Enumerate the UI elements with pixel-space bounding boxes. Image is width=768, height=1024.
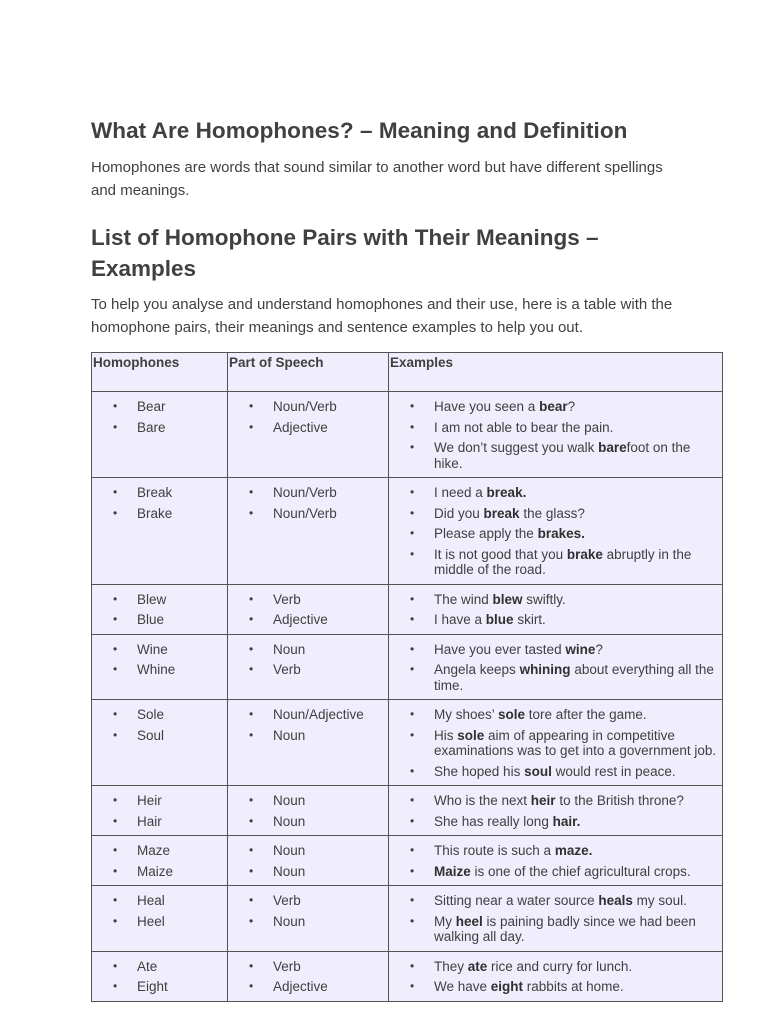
example-text: We have [434, 979, 491, 994]
homophones-cell [92, 786, 228, 836]
header-homophones: Homophones [92, 353, 228, 392]
example-item [434, 893, 718, 909]
example-text: Sitting near a water source [434, 893, 599, 908]
example-text: My [434, 913, 456, 929]
example-item [434, 612, 718, 628]
example-text: about everything all the time. [434, 662, 714, 693]
example-item [434, 914, 718, 945]
example-text: would rest in peace. [551, 763, 676, 779]
examples-cell [389, 634, 723, 700]
example-text: I need a [434, 485, 487, 500]
word-item: • Eight [137, 979, 223, 995]
pos-list [228, 952, 388, 1001]
pos-item: • Noun/Adjective [273, 707, 384, 723]
example-text: the glass? [519, 505, 585, 521]
highlighted-word: maze. [554, 843, 593, 858]
homophones-table [91, 352, 723, 1002]
example-item [434, 399, 718, 415]
pos-item: • Noun [273, 728, 384, 744]
table-row [92, 392, 723, 478]
intro-paragraph: Homophones are words that sound similar to another word but have different spellings and meanings. [91, 159, 663, 199]
example-text: Angela keeps [434, 662, 520, 677]
highlighted-word: soul [524, 763, 552, 779]
word-list [92, 635, 227, 684]
header-part-of-speech: Part of Speech [228, 353, 389, 392]
example-list [389, 478, 722, 584]
pos-item: • Verb [273, 592, 384, 608]
example-item [434, 728, 718, 759]
example-text: ? [567, 399, 576, 414]
word-item: • Heel [137, 914, 223, 930]
word-list [92, 886, 227, 935]
pos-list [228, 786, 388, 835]
word-list [92, 478, 227, 527]
example-text: She hoped his [434, 763, 525, 779]
example-text: rice and curry for lunch. [487, 958, 633, 974]
example-item [434, 420, 718, 436]
pos-item: • Noun/Verb [273, 399, 384, 415]
word-item: • Brake [137, 506, 223, 522]
examples-cell [389, 700, 723, 786]
page-title: What Are Homophones? – Meaning and Definition [91, 118, 628, 143]
header-examples: Examples [389, 353, 723, 392]
example-item [434, 485, 718, 501]
highlighted-word: break. [486, 485, 527, 500]
part-of-speech-cell [228, 886, 389, 952]
pos-item: • Verb [273, 893, 384, 909]
highlighted-word: bear [539, 399, 568, 414]
table-row [92, 886, 723, 952]
word-item: • Hair [137, 814, 223, 830]
example-text: my soul. [632, 893, 687, 908]
example-text: They [434, 958, 468, 974]
pos-item: • Adjective [273, 420, 384, 436]
word-list [92, 700, 227, 749]
example-text: Who is the next [434, 793, 531, 808]
example-text: is one of the chief agricultural crops. [470, 863, 691, 879]
highlighted-word: hair. [552, 813, 581, 829]
example-text: Did you [434, 505, 484, 521]
example-text: aim of appearing in competitive examinations was to get into a government job. [434, 727, 717, 758]
pos-item: • Noun/Verb [273, 506, 384, 522]
example-list [389, 786, 722, 835]
word-item: • Maize [137, 864, 223, 880]
homophones-cell [92, 700, 228, 786]
pos-item: • Noun [273, 864, 384, 880]
table-body [92, 392, 723, 1002]
example-list [389, 585, 722, 634]
word-item: • Soul [137, 728, 223, 744]
part-of-speech-cell [228, 836, 389, 886]
word-item: • Blew [137, 592, 223, 608]
highlighted-word: whining [519, 662, 571, 677]
lead-paragraph: To help you analyse and understand homophones and their use, here is a table with the homophone pairs, their meanings and sentence examples to help you out. [91, 296, 673, 336]
pos-item: • Verb [273, 662, 384, 678]
example-text: abruptly in the middle of the road. [434, 546, 692, 577]
homophones-cell [92, 634, 228, 700]
example-item [434, 642, 718, 658]
example-item [434, 864, 718, 880]
example-list [389, 700, 722, 785]
example-list [389, 886, 722, 951]
part-of-speech-cell [228, 634, 389, 700]
examples-cell [389, 786, 723, 836]
example-item [434, 979, 718, 995]
example-text: Have you ever tasted [434, 641, 566, 657]
part-of-speech-cell [228, 392, 389, 478]
example-list [389, 635, 722, 700]
word-list [92, 786, 227, 835]
word-list [92, 952, 227, 1001]
pos-item: • Verb [273, 959, 384, 975]
homophones-cell [92, 886, 228, 952]
highlighted-word: blue [485, 612, 514, 627]
example-item [434, 526, 718, 542]
word-list [92, 585, 227, 634]
word-item: • Sole [137, 707, 223, 723]
pos-item: • Noun [273, 642, 384, 658]
word-item: • Bear [137, 399, 223, 415]
example-text: is paining badly since we had been walking all day. [434, 913, 696, 944]
example-text: Please apply the [434, 526, 538, 541]
table-row [92, 786, 723, 836]
highlighted-word: heals [598, 893, 633, 908]
highlighted-word: blew [492, 591, 523, 607]
table-row [92, 634, 723, 700]
word-item: • Ate [137, 959, 223, 975]
example-text: I have a [434, 612, 486, 627]
examples-cell [389, 951, 723, 1001]
example-list [389, 836, 722, 885]
highlighted-word: eight [490, 979, 524, 994]
highlighted-word: brake [566, 546, 603, 562]
word-item: • Bare [137, 420, 223, 436]
part-of-speech-cell [228, 478, 389, 585]
example-item [434, 843, 718, 859]
example-text: to the British throne? [555, 793, 684, 808]
word-item: • Wine [137, 642, 223, 658]
example-text: Have you seen a [434, 399, 540, 414]
word-item: • Blue [137, 612, 223, 628]
example-text: The wind [434, 591, 493, 607]
highlighted-word: sole [457, 727, 485, 743]
example-text: ? [595, 641, 603, 657]
pos-item: • Adjective [273, 612, 384, 628]
example-text: tore after the game. [525, 707, 647, 722]
word-item: • Maze [137, 843, 223, 859]
pos-item: • Noun [273, 914, 384, 930]
pos-list [228, 585, 388, 634]
pos-list [228, 836, 388, 885]
table-row [92, 478, 723, 585]
example-text: rabbits at home. [523, 979, 624, 994]
word-item: • Heir [137, 793, 223, 809]
pos-item: • Noun/Verb [273, 485, 384, 501]
table-header-row [92, 353, 723, 392]
highlighted-word: ate [467, 958, 488, 974]
examples-cell [389, 478, 723, 585]
word-list [92, 836, 227, 885]
example-item [434, 707, 718, 723]
example-text: His [434, 727, 458, 743]
pos-list [228, 700, 388, 749]
homophones-cell [92, 836, 228, 886]
pos-list [228, 635, 388, 684]
part-of-speech-cell [228, 584, 389, 634]
table-row [92, 951, 723, 1001]
pos-item: • Noun [273, 793, 384, 809]
word-list [92, 392, 227, 441]
homophones-cell [92, 951, 228, 1001]
highlighted-word: sole [498, 707, 526, 722]
example-item [434, 764, 718, 780]
homophones-cell [92, 478, 228, 585]
highlighted-word: heir [530, 793, 556, 808]
examples-cell [389, 584, 723, 634]
example-text: I am not able to bear the pain. [434, 419, 614, 435]
highlighted-word: break [483, 505, 520, 521]
pos-list [228, 886, 388, 935]
example-item [434, 959, 718, 975]
highlighted-word: wine [565, 641, 596, 657]
homophones-cell [92, 392, 228, 478]
table-row [92, 700, 723, 786]
example-list [389, 392, 722, 477]
pos-list [228, 392, 388, 441]
part-of-speech-cell [228, 786, 389, 836]
table-row [92, 836, 723, 886]
part-of-speech-cell [228, 700, 389, 786]
example-text: swiftly. [522, 591, 566, 607]
examples-cell [389, 886, 723, 952]
table-row [92, 584, 723, 634]
pos-item: • Adjective [273, 979, 384, 995]
highlighted-word: Maize [434, 863, 471, 879]
example-text: My shoes’ [434, 707, 499, 722]
homophones-cell [92, 584, 228, 634]
highlighted-word: brakes. [537, 526, 585, 541]
pos-item: • Noun [273, 843, 384, 859]
section-heading: List of Homophone Pairs with Their Meanings – Examples [91, 225, 599, 281]
example-text: skirt. [513, 612, 546, 627]
example-item [434, 547, 718, 578]
example-item [434, 592, 718, 608]
examples-cell [389, 836, 723, 886]
examples-cell [389, 392, 723, 478]
part-of-speech-cell [228, 951, 389, 1001]
word-item: • Break [137, 485, 223, 501]
example-list [389, 952, 722, 1001]
pos-list [228, 478, 388, 527]
example-text: It is not good that you [434, 546, 567, 562]
highlighted-word: bare [598, 440, 627, 455]
example-item [434, 662, 718, 693]
word-item: • Heal [137, 893, 223, 909]
example-text: This route is such a [434, 843, 555, 858]
pos-item: • Noun [273, 814, 384, 830]
highlighted-word: heel [455, 913, 483, 929]
example-item [434, 506, 718, 522]
example-text: foot on the hike. [434, 440, 691, 471]
example-text: We don’t suggest you walk [434, 440, 599, 455]
word-item: • Whine [137, 662, 223, 678]
example-item [434, 793, 718, 809]
example-item [434, 440, 718, 471]
example-text: She has really long [434, 813, 553, 829]
example-item [434, 814, 718, 830]
